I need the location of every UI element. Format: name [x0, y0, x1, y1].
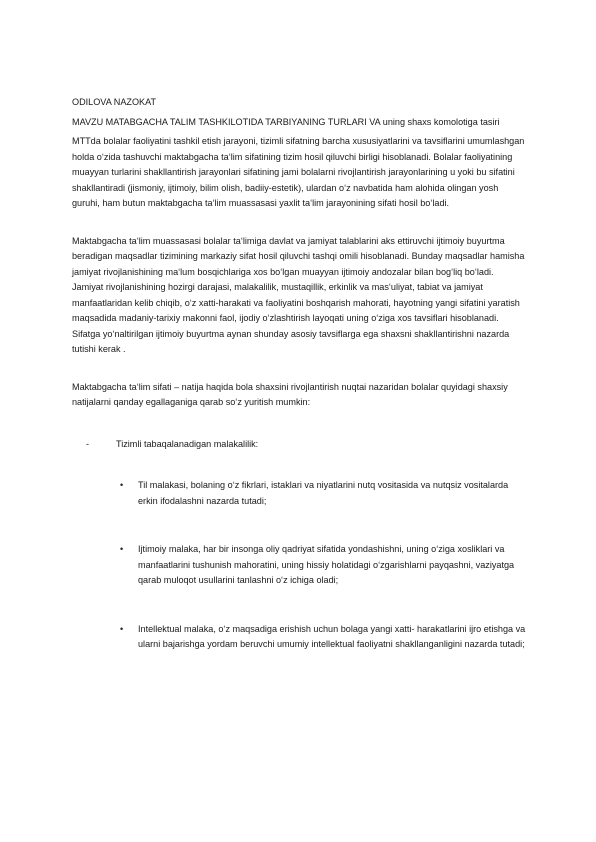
dash-marker: -	[86, 438, 90, 449]
bullet-list	[72, 478, 527, 653]
bullet-list-item	[72, 622, 527, 653]
bullet-dot-icon: •	[120, 544, 124, 554]
dash-list-item	[72, 437, 527, 453]
bullet-list-item	[72, 478, 527, 509]
paragraph-2: Maktabgacha ta‘lim muassasasi bolalar ta‘limiga davlat va jamiyat talablarini aks ettiruvchi ijtimoiy buyurtma beradigan maqsadlar tizimining markaziy sifat hosil qiluvchi tashqi omili hisoblanadi. Bunday maqsadlar hamisha jamiyat rivojlanishining ma‘lum bosqichlariga xos bo‘lgan muayyan ijtimoiy andozalar bilan bog‘liq bo‘ladi. Jamiyat rivojlanishining hozirgi darajasi, malakalilik, mustaqillik, erkinlik va mas‘uliyat, tabiat va jamiyat manfaatlaridan kelib chiqib, o‘z xatti-harakati va faoliyatini boshqarish mahorati, hayotning yangi sifatini yaratish maqsadida madaniy-tarixiy makonni faol, ijodiy o‘zlashtirish layoqati uning o‘ziga xos tavsiflari hisoblanadi. Sifatga yo‘naltirilgan ijtimoiy buyurtma aynan shunday asosiy tavsiflarga ega shaxsni shakllantirishni nazarda tutishi kerak .	[72, 235, 525, 354]
bullet-text: Ijtimoiy malaka, har bir insonga oliy qadriyat sifatida yondashishni, uning o‘ziga xosliklari va manfaatlarini tushunish mahoratini, uning hissiy holatidagi o‘zgarishlarni payqashni, vaziyatga qarab muloqot usullarini tanlashni o‘z ichiga oladi;	[138, 544, 515, 585]
author-name: ODILOVA NAZOKAT	[72, 97, 157, 107]
paragraph-3: Maktabgacha ta‘lim sifati – natija haqida bola shaxsini rivojlantirish nuqtai nazaridan bolalar quyidagi shaxsiy natijalarni qanday egallaganiga qarab so‘z yuritish mumkin:	[72, 381, 508, 407]
bullet-dot-icon: •	[120, 480, 124, 490]
document-page	[72, 95, 527, 686]
paragraph-1: MTTda bolalar faoliyatini tashkil etish jarayoni, tizimli sifatning barcha xususiyatlarini va tavsiflarini umumlashgan holda o‘zida tashuvchi maktabgacha ta‘lim sifatining tizim hosil qiluvchi birligi hisoblanadi. Bolalar faoliyatining muayyan turlarini shakllantirish jarayonlari sifatining jami bolalarni rivojlantirish jarayonlarining u yoki bu sifatini shakllantiradi (jismoniy, ijtimoiy, bilim olish, badiiy-estetik), ulardan o‘z navbatida ham alohida olingan yosh guruhi, ham butun maktabgacha ta‘lim muassasasi yaxlit ta‘lim jarayonining sifati hosil bo‘ladi.	[72, 136, 525, 208]
dash-list-item-text: Tizimli tabaqalanadigan malakalilik:	[116, 438, 259, 449]
bullet-text: Intellektual malaka, o‘z maqsadiga erishish uchun bolaga yangi xatti- harakatlarini ijro etishga va ularni bajarishga yordam beruvchi umumiy intellektual faoliyatni shakllanganligini nazarda tutadi;	[138, 623, 526, 649]
bullet-text: Til malakasi, bolaning o‘z fikrlari, istaklari va niyatlarini nutq vositasida va nutqsiz vositalarda erkin ifodalashni nazarda tutadi;	[138, 480, 509, 506]
paragraph-spacer	[72, 358, 527, 380]
bullet-list-item	[72, 542, 527, 589]
bullet-dot-icon: •	[120, 623, 124, 634]
paragraph-spacer	[72, 212, 527, 234]
topic-title: MAVZU MATABGACHA TALIM TASHKILOTIDA TARBIYANING TURLARI VA uning shaxs komolotiga tasiri	[72, 116, 500, 127]
